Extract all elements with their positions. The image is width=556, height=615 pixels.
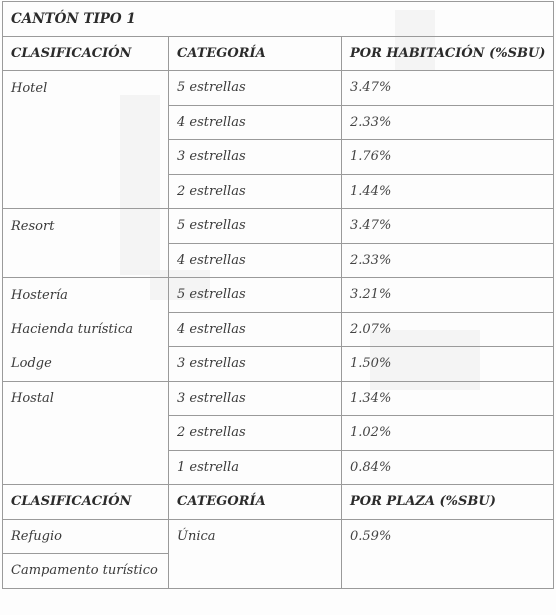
header-por-habitacion: POR HABITACIÓN (%SBU) — [342, 36, 554, 71]
cell-valor: 3.21% — [342, 278, 554, 313]
cell-clasificacion: Hostería — [3, 278, 169, 313]
cell-clasificacion — [3, 105, 169, 140]
cell-clasificacion — [3, 416, 169, 451]
cell-valor: 1.50% — [342, 347, 554, 382]
rates-table — [2, 1, 554, 589]
table-title: CANTÓN TIPO 1 — [3, 2, 554, 37]
header-clasificacion: CLASIFICACIÓN — [3, 485, 169, 520]
cell-categoria: 2 estrellas — [169, 174, 342, 209]
table-row — [3, 243, 554, 278]
header-row-room — [3, 36, 554, 71]
cell-valor: 2.33% — [342, 105, 554, 140]
table-row — [3, 174, 554, 209]
cell-valor: 0.59% — [342, 519, 554, 554]
table-row — [3, 450, 554, 485]
header-clasificacion: CLASIFICACIÓN — [3, 36, 169, 71]
header-por-plaza: POR PLAZA (%SBU) — [342, 485, 554, 520]
title-row — [3, 2, 554, 37]
cell-categoria: 3 estrellas — [169, 347, 342, 382]
cell-clasificacion: Resort — [3, 209, 169, 244]
table-row — [3, 140, 554, 175]
cell-valor: 2.07% — [342, 312, 554, 347]
header-categoria: CATEGORÍA — [169, 485, 342, 520]
table-row — [3, 519, 554, 554]
table-row — [3, 347, 554, 382]
table-row — [3, 105, 554, 140]
cell-categoria: 4 estrellas — [169, 312, 342, 347]
cell-clasificacion — [3, 174, 169, 209]
cell-categoria: 5 estrellas — [169, 71, 342, 106]
table-row — [3, 312, 554, 347]
cell-valor — [342, 554, 554, 589]
cell-valor: 1.02% — [342, 416, 554, 451]
cell-clasificacion — [3, 140, 169, 175]
cell-categoria: 3 estrellas — [169, 381, 342, 416]
cell-clasificacion: Hostal — [3, 381, 169, 416]
cell-categoria: 3 estrellas — [169, 140, 342, 175]
table-row — [3, 381, 554, 416]
cell-valor: 1.34% — [342, 381, 554, 416]
cell-clasificacion: Refugio — [3, 519, 169, 554]
cell-valor: 0.84% — [342, 450, 554, 485]
cell-categoria: Única — [169, 519, 342, 554]
cell-clasificacion: Hacienda turística — [3, 312, 169, 347]
cell-categoria: 2 estrellas — [169, 416, 342, 451]
table-row — [3, 554, 554, 589]
cell-categoria: 4 estrellas — [169, 243, 342, 278]
table-row — [3, 71, 554, 106]
cell-clasificacion — [3, 243, 169, 278]
cell-valor: 2.33% — [342, 243, 554, 278]
cell-categoria: 4 estrellas — [169, 105, 342, 140]
cell-valor: 3.47% — [342, 71, 554, 106]
cell-clasificacion: Campamento turístico — [3, 554, 169, 589]
cell-valor: 3.47% — [342, 209, 554, 244]
cell-clasificacion: Hotel — [3, 71, 169, 106]
table-row — [3, 416, 554, 451]
cell-clasificacion: Lodge — [3, 347, 169, 382]
table-row — [3, 278, 554, 313]
table-row — [3, 209, 554, 244]
header-row-plaza — [3, 485, 554, 520]
cell-valor: 1.44% — [342, 174, 554, 209]
cell-categoria: 5 estrellas — [169, 278, 342, 313]
cell-clasificacion — [3, 450, 169, 485]
cell-categoria — [169, 554, 342, 589]
cell-valor: 1.76% — [342, 140, 554, 175]
header-categoria: CATEGORÍA — [169, 36, 342, 71]
cell-categoria: 5 estrellas — [169, 209, 342, 244]
cell-categoria: 1 estrella — [169, 450, 342, 485]
